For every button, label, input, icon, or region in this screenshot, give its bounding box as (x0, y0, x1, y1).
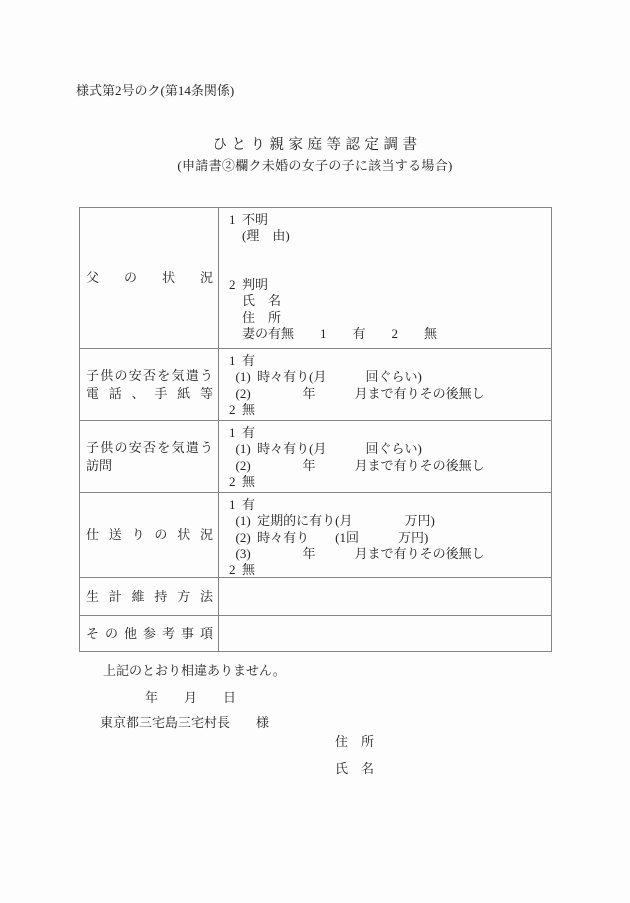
content-line: 1 有 (229, 353, 256, 368)
row-label-line: 子供の安否を気遣う (86, 367, 213, 383)
content-line: 住 所 (229, 309, 282, 325)
form-number: 様式第2号のク(第14条関係) (76, 83, 235, 98)
table-row-other-notes (80, 615, 551, 651)
content-line: (1) 時々有り(月 回ぐらい) (229, 441, 422, 457)
content-line: 1 有 (229, 425, 256, 440)
row-label-line: 仕送りの状況 (86, 527, 213, 542)
content-line: (2) 年 月まで有りその後無し (229, 457, 485, 473)
content-line: 2 無 (229, 473, 256, 489)
declaration-text: 上記のとおり相違ありません。 (103, 663, 286, 678)
row-content-father-status (219, 208, 551, 348)
content-line: 妻の有無 1 有 2 無 (229, 326, 438, 342)
row-content-other-notes (219, 616, 551, 651)
table-row-father-status (80, 208, 551, 348)
row-label-other-notes (80, 616, 219, 651)
row-label-line: 子供の安否を気遣う (86, 439, 213, 455)
content-line: 1 有 (229, 497, 256, 512)
table-row-remittance (80, 492, 551, 577)
table-row-phone-letters (80, 348, 551, 420)
date-line: 年 月 日 (145, 690, 237, 705)
content-line: 2 無 (229, 401, 256, 417)
row-content-remittance (219, 493, 551, 577)
row-label-father-status (80, 208, 219, 348)
row-label-line: 生計維持方法 (86, 588, 213, 604)
row-content-livelihood (219, 578, 551, 615)
address-label: 住 所 (335, 734, 375, 749)
name-label: 氏 名 (335, 761, 375, 776)
row-label-line: 父の状況 (86, 270, 213, 285)
row-label-line: 電話、手紙等 (86, 385, 213, 401)
content-line (229, 245, 545, 261)
content-line: (1) 時々有り(月 回ぐらい) (229, 369, 422, 385)
row-label-livelihood (80, 578, 219, 615)
row-label-remittance (80, 493, 219, 577)
row-label-line: その他参考事項 (86, 625, 213, 641)
content-line: 氏 名 (229, 293, 282, 309)
form-title: ひとり親家庭等認定調書 (212, 137, 422, 153)
content-line: (2) 年 月まで有りその後無し (229, 385, 485, 401)
row-content-phone-letters (219, 349, 551, 420)
table-row-livelihood (80, 577, 551, 615)
table-row-visits (80, 420, 551, 492)
content-line: (2) 時々有り (1回 万円) (229, 529, 429, 545)
content-line (229, 261, 545, 277)
content-line: 2 判明 (229, 277, 269, 293)
row-label-phone-letters (80, 349, 219, 420)
content-line: (3) 年 月まで有りその後無し (229, 545, 485, 561)
certification-table (79, 207, 552, 652)
content-line: (理 由) (229, 228, 290, 244)
row-content-visits (219, 421, 551, 492)
form-subtitle: (申請書②欄ク未婚の女子の子に該当する場合) (177, 158, 453, 173)
content-line: (1) 定期的に有り(月 万円) (229, 513, 435, 529)
content-line: 1 不明 (229, 212, 269, 227)
addressee-line: 東京都三宅島三宅村長 様 (100, 715, 270, 730)
row-label-visits (80, 421, 219, 492)
row-label-line: 訪問 (86, 457, 113, 473)
content-line: 2 無 (229, 562, 256, 578)
